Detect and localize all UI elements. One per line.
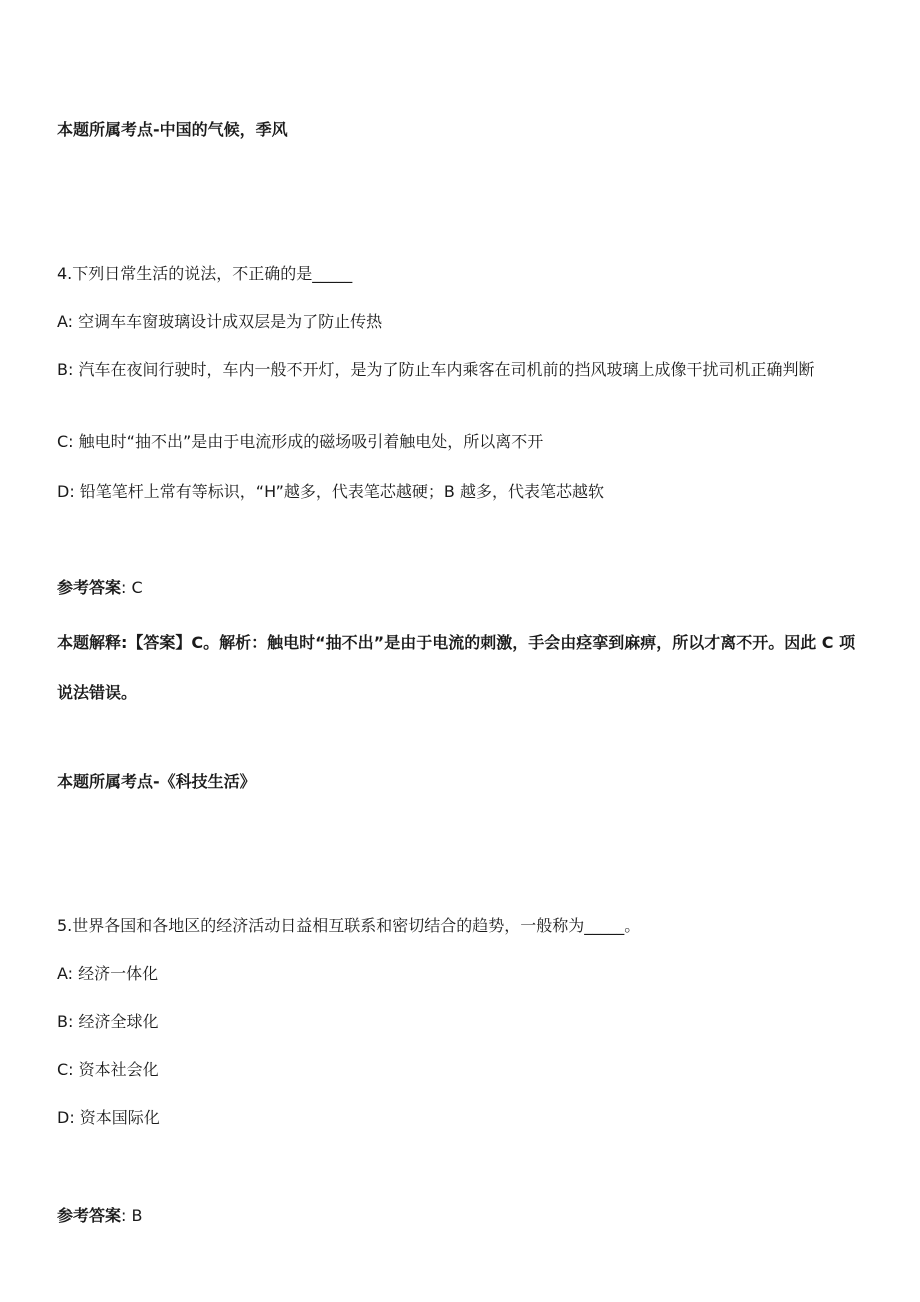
q4-explanation — [57, 618, 862, 718]
q5-option-d: D: 资本国际化 — [57, 1108, 160, 1127]
q5-answer-value: : B — [121, 1206, 143, 1225]
q4-explanation-label: 本题解释 — [57, 633, 122, 652]
q5-question: 5.世界各国和各地区的经济活动日益相互联系和密切结合的趋势，一般称为_____。 — [57, 916, 641, 935]
q5-answer — [57, 1202, 880, 1230]
q4-answer — [57, 574, 880, 602]
q4-option-b: B: 汽车在夜间行驶时，车内一般不开灯，是为了防止车内乘客在司机前的挡风玻璃上成像干扰司机正确判断 — [57, 360, 815, 379]
q5-option-a: A: 经济一体化 — [57, 964, 159, 983]
q3-topic: 本题所属考点-中国的气候，季风 — [57, 120, 288, 139]
q5-option-b: B: 经济全球化 — [57, 1012, 159, 1031]
q4-option-c: C: 触电时“抽不出”是由于电流形成的磁场吸引着触电处，所以离不开 — [57, 432, 544, 451]
q5-option-c: C: 资本社会化 — [57, 1060, 159, 1079]
q4-option-d: D: 铅笔笔杆上常有等标识，“H”越多，代表笔芯越硬；B 越多，代表笔芯越软 — [57, 482, 604, 501]
q4-question: 4.下列日常生活的说法，不正确的是_____ — [57, 264, 353, 283]
q4-explanation-text: :【答案】C。解析：触电时“抽不出”是由于电流的刺激，手会由痉挛到麻痹，所以才离不开。因此 C 项说法错误。 — [57, 633, 856, 702]
q4-option-a: A: 空调车车窗玻璃设计成双层是为了防止传热 — [57, 312, 383, 331]
q4-answer-value: : C — [121, 578, 143, 597]
q4-answer-label: 参考答案 — [57, 578, 122, 597]
q4-topic: 本题所属考点-《科技生活》 — [57, 772, 256, 791]
q5-answer-label: 参考答案 — [57, 1206, 122, 1225]
